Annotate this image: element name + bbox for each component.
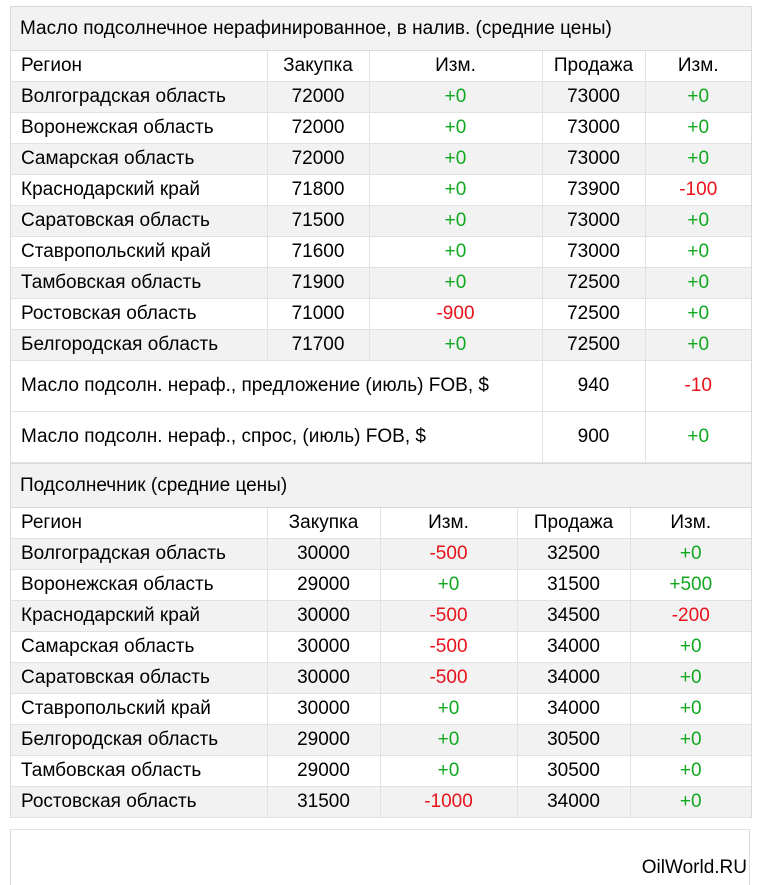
sell-change-cell: +0 — [645, 206, 751, 237]
col-header-buy: Закупка — [267, 51, 369, 82]
buy-change-cell: +0 — [380, 694, 517, 725]
table-row — [11, 299, 751, 330]
sell-change-cell: +0 — [645, 268, 751, 299]
region-cell: Ростовская область — [11, 787, 267, 818]
seeds-price-table — [11, 508, 751, 818]
sell-price-cell: 34500 — [517, 601, 630, 632]
sell-change-cell: +0 — [630, 539, 751, 570]
sell-change-cell: +0 — [645, 237, 751, 268]
sell-price-cell: 73000 — [542, 206, 645, 237]
buy-price-cell: 71600 — [267, 237, 369, 268]
sell-price-cell: 72500 — [542, 299, 645, 330]
fob-value-cell: 900 — [542, 412, 645, 463]
fob-row — [11, 361, 751, 412]
footer — [10, 829, 750, 885]
table-row — [11, 82, 751, 113]
price-sheet — [10, 6, 752, 818]
table-row — [11, 725, 751, 756]
region-cell: Самарская область — [11, 144, 267, 175]
oil-price-table — [11, 51, 751, 361]
sell-price-cell: 34000 — [517, 694, 630, 725]
seeds-section-title: Подсолнечник (средние цены) — [11, 463, 751, 508]
region-cell: Тамбовская область — [11, 756, 267, 787]
buy-change-cell: -500 — [380, 632, 517, 663]
sell-price-cell: 72500 — [542, 268, 645, 299]
sell-change-cell: +0 — [645, 144, 751, 175]
buy-price-cell: 71900 — [267, 268, 369, 299]
region-cell: Ставропольский край — [11, 694, 267, 725]
buy-change-cell: +0 — [369, 113, 542, 144]
buy-price-cell: 29000 — [267, 756, 380, 787]
buy-price-cell: 30000 — [267, 663, 380, 694]
sell-change-cell: +0 — [630, 632, 751, 663]
sell-price-cell: 73000 — [542, 113, 645, 144]
buy-change-cell: -500 — [380, 539, 517, 570]
table-row — [11, 570, 751, 601]
table-row — [11, 113, 751, 144]
sell-change-cell: +0 — [645, 330, 751, 361]
table-row — [11, 539, 751, 570]
col-header-sell: Продажа — [517, 508, 630, 539]
sell-price-cell: 32500 — [517, 539, 630, 570]
buy-change-cell: +0 — [369, 237, 542, 268]
fob-row — [11, 412, 751, 463]
buy-price-cell: 71700 — [267, 330, 369, 361]
col-header-sell-change: Изм. — [630, 508, 751, 539]
sell-change-cell: +0 — [645, 113, 751, 144]
region-cell: Краснодарский край — [11, 601, 267, 632]
buy-change-cell: -900 — [369, 299, 542, 330]
col-header-sell-change: Изм. — [645, 51, 751, 82]
buy-change-cell: +0 — [369, 268, 542, 299]
table-row — [11, 206, 751, 237]
col-header-region: Регион — [11, 51, 267, 82]
buy-change-cell: +0 — [369, 144, 542, 175]
fob-value-cell: 940 — [542, 361, 645, 412]
region-cell: Волгоградская область — [11, 539, 267, 570]
buy-price-cell: 72000 — [267, 113, 369, 144]
region-cell: Ростовская область — [11, 299, 267, 330]
table-row — [11, 601, 751, 632]
oil-fob-table — [11, 361, 751, 463]
table-row — [11, 175, 751, 206]
fob-label-cell: Масло подсолн. нераф., спрос, (июль) FOB, $ — [11, 412, 542, 463]
sell-change-cell: +0 — [630, 725, 751, 756]
region-cell: Воронежская область — [11, 113, 267, 144]
buy-price-cell: 30000 — [267, 539, 380, 570]
fob-label-cell: Масло подсолн. нераф., предложение (июль) FOB, $ — [11, 361, 542, 412]
sell-change-cell: +0 — [630, 756, 751, 787]
sell-change-cell: +0 — [630, 787, 751, 818]
sell-price-cell: 72500 — [542, 330, 645, 361]
buy-change-cell: +0 — [369, 330, 542, 361]
region-cell: Тамбовская область — [11, 268, 267, 299]
buy-price-cell: 30000 — [267, 632, 380, 663]
buy-change-cell: -1000 — [380, 787, 517, 818]
sell-price-cell: 34000 — [517, 787, 630, 818]
sell-price-cell: 73000 — [542, 144, 645, 175]
buy-price-cell: 30000 — [267, 601, 380, 632]
buy-change-cell: +0 — [369, 82, 542, 113]
buy-price-cell: 71000 — [267, 299, 369, 330]
buy-price-cell: 29000 — [267, 570, 380, 601]
table-row — [11, 787, 751, 818]
buy-price-cell: 71800 — [267, 175, 369, 206]
sell-price-cell: 73000 — [542, 82, 645, 113]
buy-change-cell: +0 — [380, 756, 517, 787]
table-row — [11, 268, 751, 299]
table-row — [11, 756, 751, 787]
site-logo: OilWorld.RU — [641, 857, 747, 878]
buy-price-cell: 71500 — [267, 206, 369, 237]
table-row — [11, 663, 751, 694]
buy-change-cell: -500 — [380, 601, 517, 632]
sell-change-cell: +500 — [630, 570, 751, 601]
buy-price-cell: 72000 — [267, 144, 369, 175]
sell-price-cell: 73900 — [542, 175, 645, 206]
sell-change-cell: +0 — [630, 694, 751, 725]
sell-price-cell: 30500 — [517, 756, 630, 787]
sell-change-cell: +0 — [630, 663, 751, 694]
region-cell: Саратовская область — [11, 663, 267, 694]
region-cell: Белгородская область — [11, 725, 267, 756]
sell-change-cell: -200 — [630, 601, 751, 632]
table-row — [11, 237, 751, 268]
col-header-region: Регион — [11, 508, 267, 539]
buy-change-cell: -500 — [380, 663, 517, 694]
sell-change-cell: +0 — [645, 82, 751, 113]
region-cell: Воронежская область — [11, 570, 267, 601]
table-row — [11, 330, 751, 361]
col-header-buy-change: Изм. — [380, 508, 517, 539]
region-cell: Самарская область — [11, 632, 267, 663]
buy-price-cell: 72000 — [267, 82, 369, 113]
table-row — [11, 144, 751, 175]
sell-price-cell: 30500 — [517, 725, 630, 756]
table-row — [11, 632, 751, 663]
sell-price-cell: 34000 — [517, 632, 630, 663]
region-cell: Волгоградская область — [11, 82, 267, 113]
sell-price-cell: 31500 — [517, 570, 630, 601]
region-cell: Белгородская область — [11, 330, 267, 361]
region-cell: Ставропольский край — [11, 237, 267, 268]
region-cell: Саратовская область — [11, 206, 267, 237]
col-header-buy: Закупка — [267, 508, 380, 539]
buy-change-cell: +0 — [380, 725, 517, 756]
sell-price-cell: 73000 — [542, 237, 645, 268]
oil-section-title: Масло подсолнечное нерафинированное, в налив. (средние цены) — [11, 6, 751, 51]
buy-change-cell: +0 — [369, 175, 542, 206]
col-header-sell: Продажа — [542, 51, 645, 82]
buy-price-cell: 31500 — [267, 787, 380, 818]
buy-change-cell: +0 — [380, 570, 517, 601]
sell-price-cell: 34000 — [517, 663, 630, 694]
fob-change-cell: -10 — [645, 361, 751, 412]
col-header-buy-change: Изм. — [369, 51, 542, 82]
buy-price-cell: 30000 — [267, 694, 380, 725]
oil-header-row — [11, 51, 751, 82]
table-row — [11, 694, 751, 725]
region-cell: Краснодарский край — [11, 175, 267, 206]
sell-change-cell: -100 — [645, 175, 751, 206]
buy-price-cell: 29000 — [267, 725, 380, 756]
buy-change-cell: +0 — [369, 206, 542, 237]
sell-change-cell: +0 — [645, 299, 751, 330]
seeds-header-row — [11, 508, 751, 539]
fob-change-cell: +0 — [645, 412, 751, 463]
